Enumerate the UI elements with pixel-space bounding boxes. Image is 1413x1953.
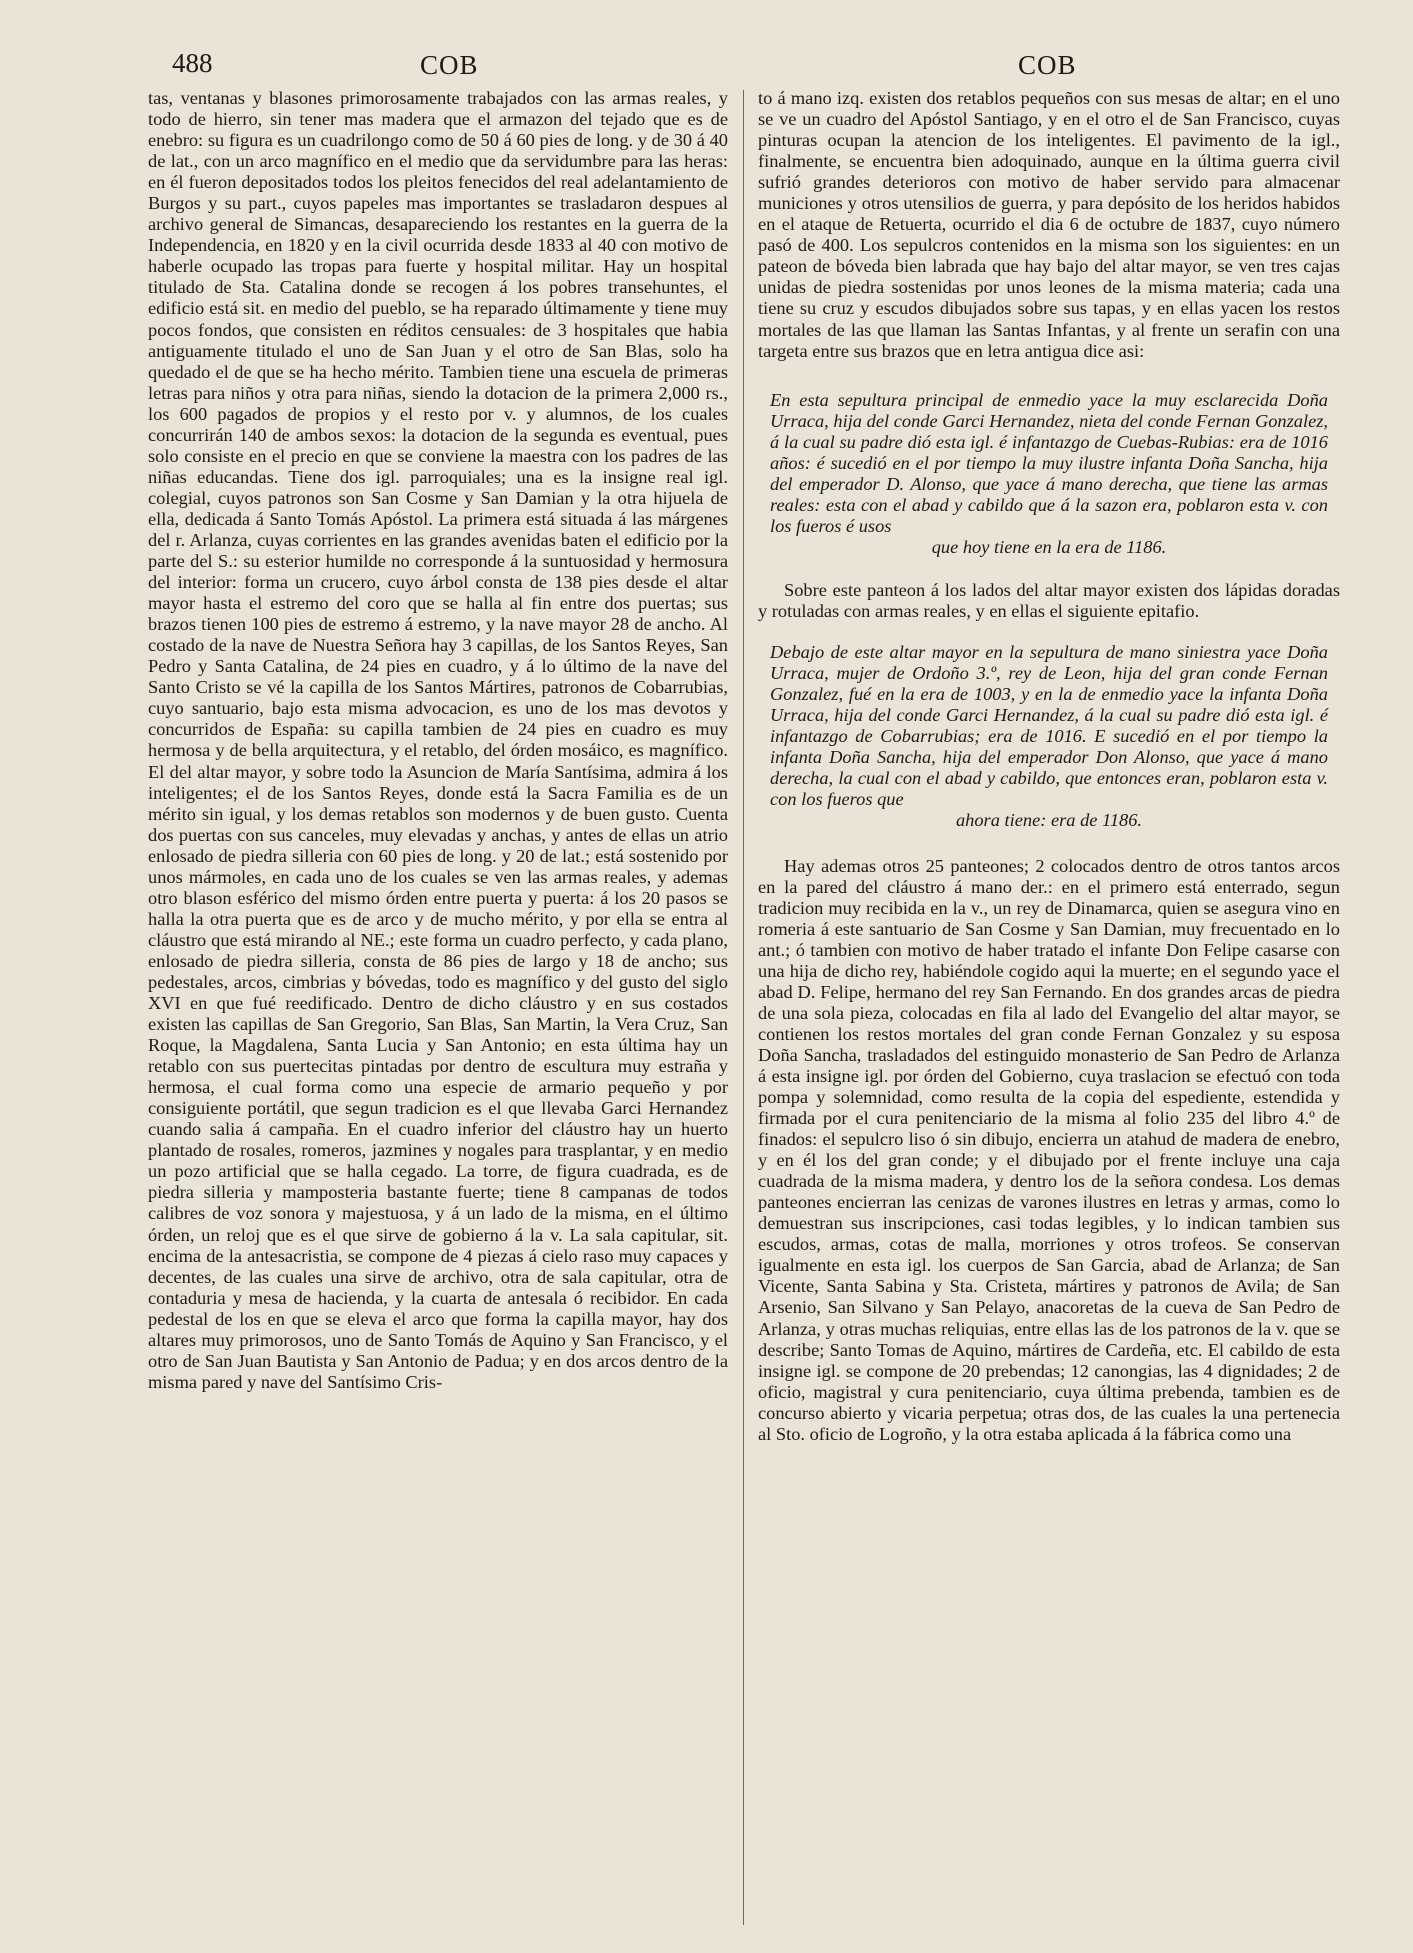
column-divider bbox=[743, 90, 744, 1925]
page-number: 488 bbox=[172, 48, 213, 78]
spacer bbox=[758, 558, 1340, 580]
epitaph-2 bbox=[770, 642, 1328, 831]
paragraph-1: to á mano izq. existen dos retablos pequeños con sus mesas de altar; en el uno se ve un cuadro del Apóstol Santiago, y en el otro el de San Francisco, cuyas pinturas ocupan la atencion de los inteligentes. El pavimento de la igl., finalmente, se encuentra bien adoquinado, aunque en la última guerra civil sufrió grandes deterioros con motivo de haber servido para almacenar municiones y otros utensilios de guerra, y para depósito de los heridos habidos en el ataque de Retuerta, ocurrido el dia 6 de octubre de 1837, cuyo número pasó de 400. Los sepulcros contenidos en la misma son los siguientes: en un pateon de bóveda bien labrada que hay bajo del altar mayor, se ven tres cajas unidas de piedra sostenidas por unos leones de la misma materia; cada una tiene su cruz y escudos dibujados sobre sus tapas, y en ellas yacen los restos mortales de las que llaman las Santas Infantas, y al frente un serafin con una targeta entre sus brazos que en letra antigua dice asi: bbox=[758, 88, 1340, 361]
left-column-text: tas, ventanas y blasones primorosamente trabajados con las armas reales, y todo de hierro, sin tener mas madera que el armazon del tejado que es de enebro: su figura es un cuadrilongo como de 50 á 60 pies de long. y de 30 á 40 de lat., con un arco magnífico en el medio que da servidumbre para las heras: en él fueron depositados todos los pleitos fenecidos del real adelantamiento de Burgos y su part., cuyos papeles mas importantes se trasladaron despues al archivo general de Simancas, desapareciendo los restantes en la guerra de la Independencia, en 1820 y en la civil ocurrida desde 1833 al 40 con motivo de haberle ocupado las tropas para fuerte y hospital militar. Hay un hospital titulado de Sta. Catalina donde se recogen á los pobres transehuntes, el edificio está sit. en medio del pueblo, se ha reparado últimamente y tiene muy pocos fondos, que consisten en réditos censuales: de 3 hospitales que habia antiguamente titulado el uno de San Juan y el otro de San Blas, solo ha quedado el de que se ha hecho mérito. Tambien tiene una escuela de primeras letras para niños y otra para niñas, siendo la dotacion de la primera 2,000 rs., los 600 pagados de propios y el resto por v. y alumnos, de los cuales concurrirán 140 de ambos sexos: la dotacion de la segunda es eventual, pues solo consiste en el precio en que se conviene la maestra con los padres de las niñas educandas. Tiene dos igl. parroquiales; una es la insigne real igl. colegial, cuyos patronos son San Cosme y San Damian y la otra hijuela de ella, dedicada á Santo Tomás Apóstol. La primera está situada á las márgenes del r. Arlanza, cuyas corrientes en las grandes avenidas baten el edificio por la parte del S.: su esterior humilde no corresponde á la suntuosidad y hermosura del interior: forma un crucero, cuyo árbol consta de 138 pies desde el altar mayor hasta el estremo del coro que se halla al fin entre dos puertas; sus brazos tienen 100 pies de estremo á estremo, y la nave mayor 28 de ancho. Al costado de la nave de Nuestra Señora hay 3 capillas, de los Santos Reyes, San Pedro y Santa Catalina, de 24 pies en cuadro, y á lo último de la nave del Santo Cristo se vé la capilla de los Santos Mártires, patronos de Cobarrubias, cuyo santuario, bajo esta misma advocacion, es uno de los mas devotos y concurridos de España: su capilla tambien de 24 pies en cuadro es muy hermosa y de bella arquitectura, y el retablo, del órden mosáico, es magnífico. El del altar mayor, y sobre todo la Asuncion de María Santísima, admira á los inteligentes; el de los Santos Reyes, donde está la Sacra Familia es de un mérito sin igual, y los demas retablos son modernos y de buen gusto. Cuenta dos puertas con sus canceles, muy elevadas y anchas, y antes de ellas un atrio enlosado de piedra silleria con 60 pies de long. y 20 de lat.; está sostenido por unos mármoles, en cada uno de los cuales se ven las armas reales, y ademas otro blason esférico del mismo órden entre puerta y puerta: á los 20 pasos se halla la otra puerta que es de arco y de mucho mérito, y por ella se entra al cláustro que está mirando al NE.; este forma un cuadro perfecto, y cada plano, enlosado de piedra silleria, consta de 86 pies de largo y 18 de ancho; sus pedestales, arcos, cimbrias y bóvedas, todo es magnífico y del gusto del siglo XVI en que fué reedificado. Dentro de dicho cláustro y en sus costados existen las capillas de San Gregorio, San Blas, San Martin, la Vera Cruz, San Roque, la Magdalena, Santa Lucia y San Antonio; en esta última hay un retablo con sus puertecitas pintadas por dentro de escultura muy estraña y hermosa, el cual forma como una especie de armario pequeño y por consiguiente portátil, que segun tradicion es el que llevaba Garci Hernandez cuando salia á campaña. En el cuadro inferior del cláustro hay un huerto plantado de rosales, romeros, jazmines y nogales para trasplantar, y en medio un pozo artificial que se halla cegado. La torre, de figura cuadrada, es de piedra silleria y mamposteria bastante fuerte; tiene 8 campanas de todos calibres de voz sonora y majestuosa, y á un lado de la misma, en el último órden, un reloj que es el que sirve de gobierno á la v. La sala capitular, sit. encima de la antesacristia, se compone de 4 piezas á cielo raso muy capaces y decentes, de las cuales una sirve de archivo, otra de sala capitular, otra de contaduria y mesa de hacienda, y la cuarta de antesala ó recibidor. En cada pedestal de los en que se eleva el arco que forma la capilla mayor, hay dos altares muy primorosos, uno de Santo Tomás de Aquino y San Francisco, y el otro de San Juan Bautista y San Antonio de Padua; y en dos arcos dentro de la misma pared y nave del Santísimo Cris- bbox=[148, 88, 728, 1392]
paragraph-3: Hay ademas otros 25 panteones; 2 colocados dentro de otros tantos arcos en la pared del cláustro á mano der.: en el primero está enterrado, segun tradicion muy recibida en la v., un rey de Dinamarca, quien se asegura vino en romeria á este santuario de San Cosme y San Damian, muy frecuentado en lo ant.; ó tambien con motivo de haber tratado el infante Don Felipe casarse con una hija de dicho rey, habiéndole cogido aqui la muerte; en el segundo yace el abad D. Felipe, hermano del rey San Fernando. En dos grandes arcas de piedra de una sola pieza, colocadas en fila al lado del Evangelio del altar mayor, se contienen los restos mortales del gran conde Fernan Gonzalez y su esposa Doña Sancha, trasladados del estinguido monasterio de San Pedro de Arlanza á esta insigne igl. por órden del Gobierno, cuya traslacion se efectuó con toda pompa y solemnidad, como resulta de la copia del espediente, estendida y firmada por el cura penitenciario de la misma al folio 235 del libro 4.º de finados: el sepulcro liso ó sin dibujo, encierra un atahud de madera de enebro, y en él los del gran conde; y el dibujado por el frente incluye una caja cuadrada de la misma madera, y dentro los de la señora condesa. Los demas panteones encierran las cenizas de varones ilustres en letras y armas, como lo demuestran sus inscripciones, casi todas legibles, y lo indican tambien sus escudos, armas, cotas de malla, morriones y otros trofeos. Se conservan igualmente en esta igl. los cuerpos de San Garcia, abad de Arlanza; de San Vicente, Santa Sabina y Sta. Cristeta, mártires y patronos de Avila; de San Arsenio, San Silvano y San Pelayo, anacoretas de la cueva de San Pedro de Arlanza, y otras muchas reliquias, entre ellas las de los patronos de la v. que se describe; Santo Tomas de Aquino, mártires de Cardeña, etc. El cabildo de esta insigne igl. se compone de 20 prebendas; 12 canongias, las 4 dignidades; 2 de oficio, magistral y cura penitenciario, cuya última prebenda, tambien es de concurso abierto y vicaria perpetua; otras dos, de las cuales la una pertenecia al Sto. oficio de Logroño, y la otra estaba aplicada á la fábrica como una bbox=[758, 855, 1340, 1444]
right-column bbox=[758, 88, 1340, 1445]
spacer bbox=[758, 832, 1340, 856]
running-head-left: COB bbox=[420, 50, 479, 80]
spacer bbox=[758, 362, 1340, 390]
epitaph-1 bbox=[770, 390, 1328, 558]
spacer bbox=[758, 622, 1340, 642]
epitaph-1-closing: que hoy tiene en la era de 1186. bbox=[931, 536, 1167, 557]
epitaph-2-body: Debajo de este altar mayor en la sepultura de mano siniestra yace Doña Urraca, mujer de Ordoño 3.º, rey de Leon, hija del gran conde Fernan Gonzalez, fué en la era de 1003, y en la de enmedio yace la infanta Doña Urraca, hija del conde Garci Hernandez, á la cual su padre dió esta igl. é infantazgo de Cobarrubias; era de 1016. E sucedió en el por tiempo la infanta Doña Sancha, hija del emperador Don Alonso, que yace á mano derecha, la cual con el abad y cabildo, que entonces eran, poblaron esta v. con los fueros que bbox=[770, 642, 1328, 810]
paragraph-2: Sobre este panteon á los lados del altar mayor existen dos lápidas doradas y rotuladas con armas reales, y en ellas el siguiente epitafio. bbox=[758, 579, 1340, 622]
epitaph-1-body: En esta sepultura principal de enmedio yace la muy esclarecida Doña Urraca, hija del conde Garci Hernandez, nieta del conde Fernan Gonzalez, á la cual su padre dió esta igl. é infantazgo de Cuebas-Rubias: era de 1016 años: é sucedió en el por tiempo la muy ilustre infanta Doña Sancha, hija del emperador D. Alonso, que yace á mano derecha, que tiene las armas reales: esta con el abad y cabildo que á la sazon era, poblaron esta v. con los fueros é usos bbox=[770, 389, 1328, 536]
epitaph-2-closing: ahora tiene: era de 1186. bbox=[955, 810, 1143, 831]
left-column bbox=[148, 88, 728, 1393]
running-head-right: COB bbox=[1018, 50, 1077, 80]
